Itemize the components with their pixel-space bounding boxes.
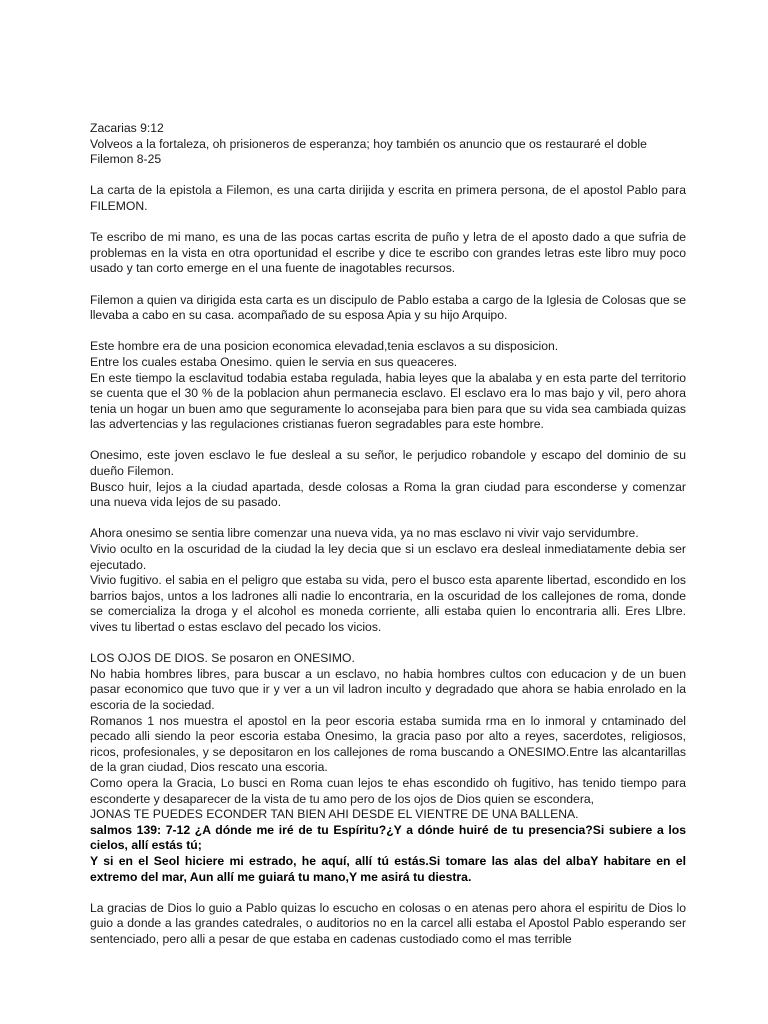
psalm-verse-2: Y si en el Seol hiciere mi estrado, he aquí, allí tú estás.Si tomare las alas del albaY habitare en el extremo del mar, Aun allí me guiará tu mano,Y me asirá tu diestra. xyxy=(90,853,686,884)
paragraph-grace: Como opera la Gracia, Lo busci en Roma cuan lejos te ehas escondido oh fugitivo, has tenido tiempo para esconderte y desaparecer de la vista de tu amo pero de los ojos de Dios quien se escondera, xyxy=(90,775,686,806)
scripture-verse: Volveos a la fortaleza, oh prisioneros de esperanza; hoy también os anuncio que os restauraré el doble xyxy=(90,136,647,151)
paragraph-pablo-guided: La gracias de Dios lo guio a Pablo quizas lo escucho en colosas o en atenas pero ahora el espiritu de Dios lo guio a donde a las grandes catedrales, o auditorios no en la carcel alli estaba el Apostol Pablo esperando ser sentenciado, pero alli a pesar de que estaba en cadenas custodiado como el mas terrible xyxy=(90,900,686,946)
paragraph-romans: Romanos 1 nos muestra el apostol en la peor escoria estaba sumida rma en lo inmoral y cntaminado del pecado alli siendo la peor escoria estaba Onesimo, la gracia paso por alto a reyes, sacerdotes, religiosos, ricos, profesionales, y se depositaron en los callejones de roma buscando a ONESIMO.Entre las alcantarillas de la gran ciudad, Dios rescato una escoria. xyxy=(90,713,686,775)
paragraph-fugitive: Vivio fugitivo. el sabia en el peligro que estaba su vida, pero el busco esta aparente libertad, escondido en los barrios bajos, untos a los ladrones alli nadie lo encontraria, en la oscuridad de los callejones de roma, donde se comercializa la droga y el alcohol es moneda corriente, alli estaba quien lo encontraria alli. Eres Llbre. vives tu libertad o estas esclavo del pecado los vicios. xyxy=(90,573,686,634)
document-body xyxy=(90,121,686,963)
paragraph-slavery: En este tiempo la esclavitud todabia estaba regulada, habia leyes que la abalaba y en esta parte del territorio se cuenta que el 30 % de la poblacion ahun permanecia esclavo. El esclavo era lo mas bajo y vil, pero ahora tenia un hogar un buen amo que seguramente lo aconsejaba para bien para que su vida sea cambiada quizas las advertencias y las regulaciones cristianas fueron segradables para este hombre. xyxy=(90,370,686,432)
heading-block xyxy=(90,121,686,168)
paragraph-hidden: Vivio oculto en la oscuridad de la ciudad la ley decia que si un esclavo era desleal inmediatamente debia ser ejecutado. xyxy=(90,542,686,572)
paragraph-slavery-block xyxy=(90,339,686,433)
scripture-reference-secondary: Filemon 8-25 xyxy=(90,152,162,167)
paragraph-free: Ahora onesimo se sentia libre comenzar una nueva vida, ya no mas esclavo ni vivir vajo servidumbre. xyxy=(90,526,639,541)
paragraph-disloyal: Onesimo, este joven esclavo le fue desleal a su señor, le perjudico robandole y escapo del dominio de su dueño Filemon. xyxy=(90,448,686,479)
scripture-reference: Zacarias 9:12 xyxy=(90,121,164,135)
paragraph-intro: La carta de la epistola a Filemon, es una carta dirijida y escrita en primera persona, de el apostol Pablo para FILEMON. xyxy=(90,183,686,213)
paragraph-onesimo-servant: Entre los cuales estaba Onesimo. quien le servia en sus queaceres. xyxy=(90,354,458,369)
paragraph-position: Este hombre era de una posicion economica elevadad,tenia esclavos a su disposicion. xyxy=(90,339,559,354)
paragraph-eyes-of-god-block xyxy=(90,651,686,885)
paragraph-handwritten-letter: Te escribo de mi mano, es una de las pocas cartas escrita de puño y letra de el aposto dado a que sufria de problemas en la vista en otra oportunidad el escribe y dice te escribo con grandes letras este libro muy poco usado y tan corto emerge en el una fuente de inagotables recursos. xyxy=(90,230,686,276)
paragraph-escape-block xyxy=(90,448,686,510)
paragraph-jonas: JONAS TE PUEDES ECONDER TAN BIEN AHI DESDE EL VIENTRE DE UNA BALLENA. xyxy=(90,807,579,822)
paragraph-freedom-block xyxy=(90,526,686,635)
section-heading-eyes-of-god: LOS OJOS DE DIOS. Se posaron en ONESIMO. xyxy=(90,651,355,666)
paragraph-no-free-men: No habia hombres libres, para buscar a un esclavo, no habia hombres cultos con educacion y de un buen pasar economico que tuvo que ir y ver a un vil ladron inculto y degradado que ahora se habia enrolado en la escoria de la sociedad. xyxy=(90,666,686,712)
paragraph-flee: Busco huir, lejos a la ciudad apartada, desde colosas a Roma la gran ciudad para esconderse y comenzar una nueva vida lejos de su pasado. xyxy=(90,479,686,510)
paragraph-filemon: Filemon a quien va dirigida esta carta es un discipulo de Pablo estaba a cargo de la Iglesia de Colosas que se llevaba a cabo en su casa. acompañado de su esposa Apia y su hijo Arquipo. xyxy=(90,292,686,323)
psalm-verse-1: salmos 139: 7-12 ¿A dónde me iré de tu Espíritu?¿Y a dónde huiré de tu presencia?Si subiere a los cielos, allí estás tú; xyxy=(90,822,686,853)
